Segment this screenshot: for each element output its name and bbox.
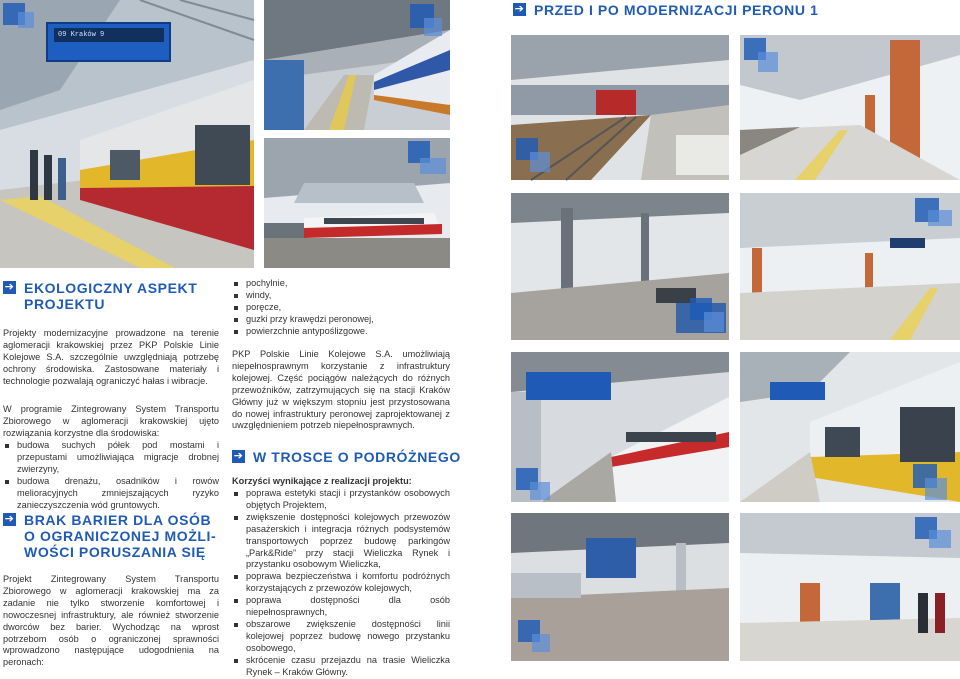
arrow-right-icon: ➔ — [4, 281, 15, 293]
decor-square — [704, 312, 724, 332]
decor-square — [929, 530, 951, 548]
eco-paragraph-1: Projekty modernizacyjne prowadzone na terenie aglomeracji krakowskiej przez PKP Polskie Linie Kolejowe S.A. szczególnie uwzględniają potrzebę ochrony środowiska. Zastosowane materiały i technologie pozwalają ograniczyć hałas i wibracje. — [3, 328, 219, 386]
barriers-heading-line1: BRAK BARIER DLA OSÓB — [24, 512, 212, 528]
accessibility-paragraph: PKP Polskie Linie Kolejowe S.A. umożliwiają niepełnosprawnym korzystanie z infrastruktury kolejowej. Część pociągów należących do różnych przewoźników, zatrzymujących się na stacji Kraków Główny już w większym stopniu jest przystosowana do nowej infrastruktury peronowej zaprojektowanej z uwzględnieniem potrzeb niepełnosprawnych. — [232, 349, 450, 431]
barriers-heading-line3: WOŚCI PORUSZANIA SIĘ — [24, 544, 206, 560]
departure-board-text: 09 Kraków 9 — [54, 28, 164, 42]
list-item: budowa drenażu, osadników i rowów melioracyjnych zmniejszających ryzyko zanieczyszczenia wód gruntowych. — [3, 476, 219, 512]
list-item: poprawa estetyki stacji i przystanków osobowych objętych Projektem, — [232, 488, 450, 512]
departure-board — [46, 22, 171, 62]
list-item: windy, — [232, 290, 450, 302]
list-item: guzki przy krawędzi peronowej, — [232, 314, 450, 326]
decor-square — [532, 634, 550, 652]
decor-square — [928, 210, 952, 226]
decor-square — [18, 12, 34, 28]
list-item: poprawa bezpieczeństwa i komfortu podróżnych korzystających z przewozów kolejowych, — [232, 571, 450, 595]
photo-train-at-platform-wide — [0, 0, 254, 268]
list-item: zwiększenie dostępności kolejowych przewozów pasażerskich i integracja różnych podsystemów transportowych poprzez budowę parkingów „Park&Ride” przy stacji Wieliczka Rynek i przystanku osobowym Wieliczka, — [232, 512, 450, 572]
decor-square — [925, 478, 947, 500]
eco-heading — [3, 280, 197, 312]
eco-paragraph-2: W programie Zintegrowany System Transportu Zbiorowego w aglomeracji krakowskiej ujęto rozwiązania korzystne dla środowiska: — [3, 404, 219, 438]
eco-heading-text — [24, 280, 197, 312]
page-title-text: PRZED I PO MODERNIZACJI PERONU 1 — [534, 2, 819, 18]
list-item: poprawa dostępności dla osób niepełnosprawnych, — [232, 595, 450, 619]
eco-heading-line1: EKOLOGICZNY ASPEKT — [24, 280, 198, 296]
travel-heading-text: W TROSCE O PODRÓŻNEGO — [253, 449, 461, 465]
list-item: pochylnie, — [232, 278, 450, 290]
benefits-bullet-list — [232, 488, 450, 679]
arrow-right-icon: ➔ — [4, 513, 15, 525]
travel-heading — [232, 449, 461, 465]
decor-square — [424, 18, 442, 36]
eco-heading-line2: PROJEKTU — [24, 296, 106, 312]
decor-square — [758, 52, 778, 72]
list-item: powierzchnie antypoślizgowe. — [232, 326, 450, 338]
list-item: budowa suchych półek pod mostami i przepustami umożliwiająca migracje drobnej zwierzyny, — [3, 440, 219, 476]
decor-square — [530, 482, 550, 500]
list-item: poręcze, — [232, 302, 450, 314]
barriers-heading-text — [24, 512, 216, 560]
decor-square — [530, 152, 550, 172]
barriers-heading — [3, 512, 216, 560]
list-item: skrócenie czasu przejazdu na trasie Wieliczka Rynek – Kraków Główny. — [232, 655, 450, 679]
arrow-right-icon: ➔ — [233, 450, 244, 462]
barriers-paragraph: Projekt Zintegrowany System Transportu Zbiorowego w aglomeracji krakowskiej ma za zadanie nie tylko stworzenie komfortowej i nowoczesnej infrastruktury, ale również stworzenie dworców bez barier. Wychodząc na wprost potrzebom osób o ograniczonej sprawności wprowadzono następujące udogodnienia na peronach: — [3, 574, 219, 668]
photo-before-3 — [511, 352, 729, 502]
benefits-label: Korzyści wynikające z realizacji projektu: — [232, 476, 412, 486]
decor-square — [420, 158, 446, 174]
barriers-heading-line2: O OGRANICZONEJ MOŻLI- — [24, 528, 217, 544]
arrow-right-icon: ➔ — [514, 3, 525, 15]
eco-bullet-list — [3, 440, 219, 511]
page-title — [513, 2, 818, 18]
list-item: obszarowe zwiększenie dostępności linii kolejowej poprzez budowę nowego przystanku osobowego, — [232, 619, 450, 655]
accessibility-bullet-list — [232, 278, 450, 338]
